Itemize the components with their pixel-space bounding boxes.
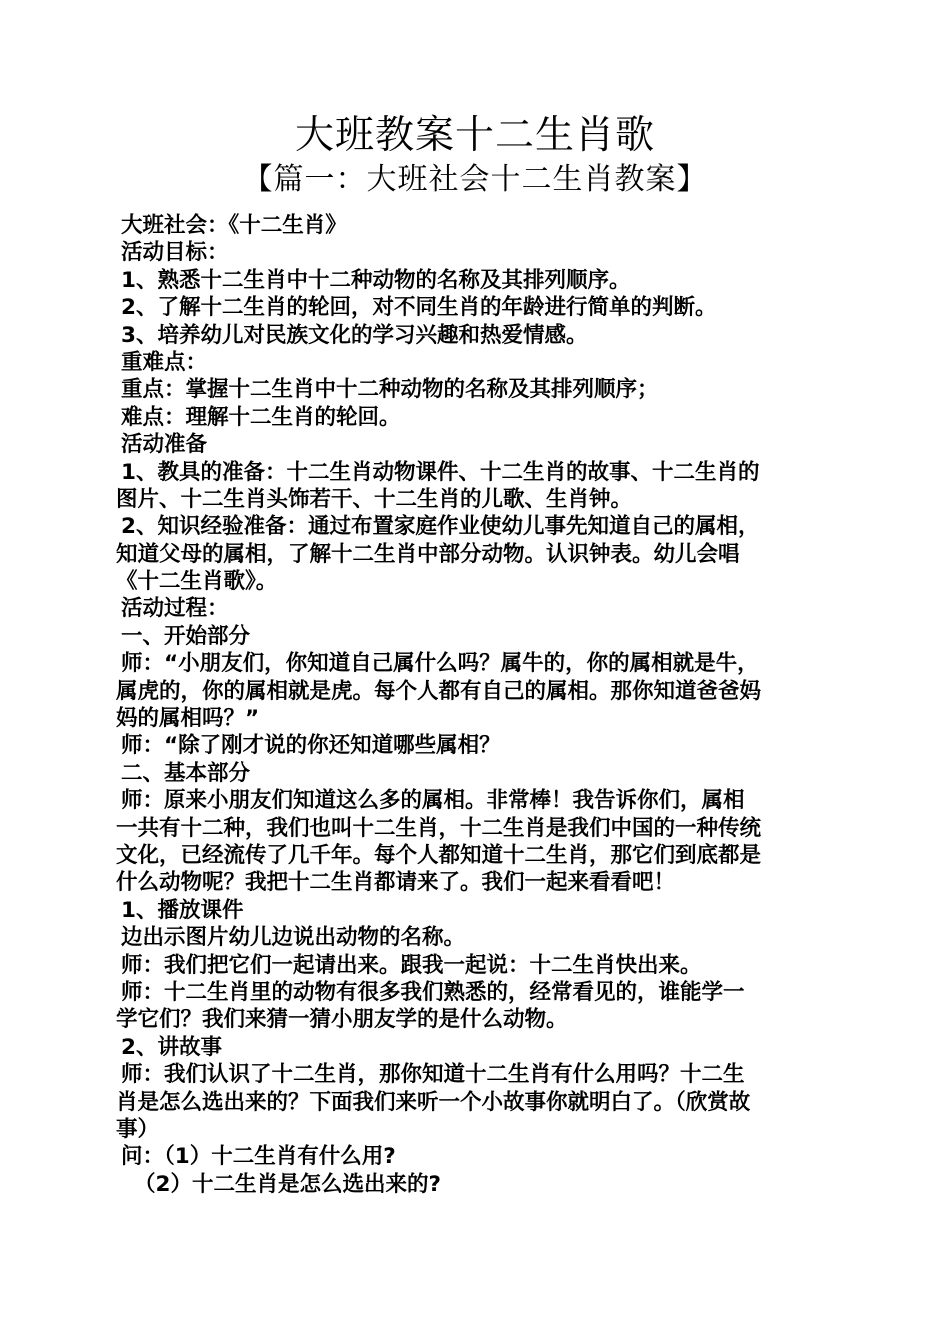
text-line: 师：我们把它们一起请出来。跟我一起说：十二生肖快出来。 xyxy=(121,952,702,978)
text-line: 1、教具的准备：十二生肖动物课件、十二生肖的故事、十二生肖的 xyxy=(121,459,760,485)
text-line: 活动准备 xyxy=(121,432,208,458)
text-line: 边出示图片幼儿边说出动物的名称。 xyxy=(121,925,466,951)
text-line: （2）十二生肖是怎么选出来的? xyxy=(134,1171,441,1197)
text-line: 1、播放课件 xyxy=(121,897,244,923)
text-line: 重难点： xyxy=(121,349,208,375)
document-subtitle: 【篇一：大班社会十二生肖教案】 xyxy=(242,162,708,197)
text-line: 活动过程： xyxy=(121,596,229,622)
text-line: 事） xyxy=(116,1116,160,1142)
text-line: 图片、十二生肖头饰若干、十二生肖的儿歌、生肖钟。 xyxy=(116,486,633,512)
text-line: 师：十二生肖里的动物有很多我们熟悉的，经常看见的，谁能学一 xyxy=(121,979,745,1005)
text-line: 文化，已经流传了几千年。每个人都知道十二生肖，那它们到底都是 xyxy=(116,842,762,868)
text-line: 二、基本部分 xyxy=(121,760,251,786)
text-line: 师：我们认识了十二生肖，那你知道十二生肖有什么用吗？十二生 xyxy=(121,1062,745,1088)
text-line: 大班社会：《十二生肖》 xyxy=(121,213,347,238)
text-line: 1、熟悉十二生肖中十二种动物的名称及其排列顺序。 xyxy=(121,267,631,293)
text-line: 一、开始部分 xyxy=(121,623,251,649)
text-line: 2、讲故事 xyxy=(121,1034,222,1060)
text-line: 师：“除了刚才说的你还知道哪些属相？ xyxy=(121,733,501,759)
text-line: 2、了解十二生肖的轮回，对不同生肖的年龄进行简单的判断。 xyxy=(121,295,717,321)
text-line: 一共有十二种，我们也叫十二生肖，十二生肖是我们中国的一种传统 xyxy=(116,815,762,841)
text-line: 《十二生肖歌》。 xyxy=(116,569,278,595)
text-line: 师：原来小朋友们知道这么多的属相。非常棒！我告诉你们，属相 xyxy=(121,788,745,814)
text-line: 知道父母的属相，了解十二生肖中部分动物。认识钟表。幼儿会唱 xyxy=(116,541,740,567)
text-line: 属虎的，你的属相就是虎。每个人都有自己的属相。那你知道爸爸妈 xyxy=(116,678,762,704)
document-body xyxy=(116,212,836,1198)
text-line: 活动目标： xyxy=(121,240,229,266)
text-line: 学它们？我们来猜一猜小朋友学的是什么动物。 xyxy=(116,1007,568,1033)
text-line: 师：“小朋友们，你知道自己属什么吗？属牛的，你的属相就是牛， xyxy=(121,651,759,677)
text-line: 难点：理解十二生肖的轮回。 xyxy=(121,404,401,430)
text-line: 重点：掌握十二生肖中十二种动物的名称及其排列顺序； xyxy=(121,377,659,403)
text-line: 2、知识经验准备：通过布置家庭作业使幼儿事先知道自己的属相， xyxy=(121,514,760,540)
text-line: 问：（1）十二生肖有什么用? xyxy=(121,1144,396,1170)
text-line: 3、培养幼儿对民族文化的学习兴趣和热爱情感。 xyxy=(121,322,588,348)
text-line: 什么动物呢？我把十二生肖都请来了。我们一起来看看吧！ xyxy=(116,870,676,896)
text-line: 妈的属相吗？” xyxy=(116,706,260,732)
text-line: 肖是怎么选出来的？下面我们来听一个小故事你就明白了。（欣赏故 xyxy=(116,1089,751,1115)
document-title: 大班教案十二生肖歌 xyxy=(294,113,655,158)
